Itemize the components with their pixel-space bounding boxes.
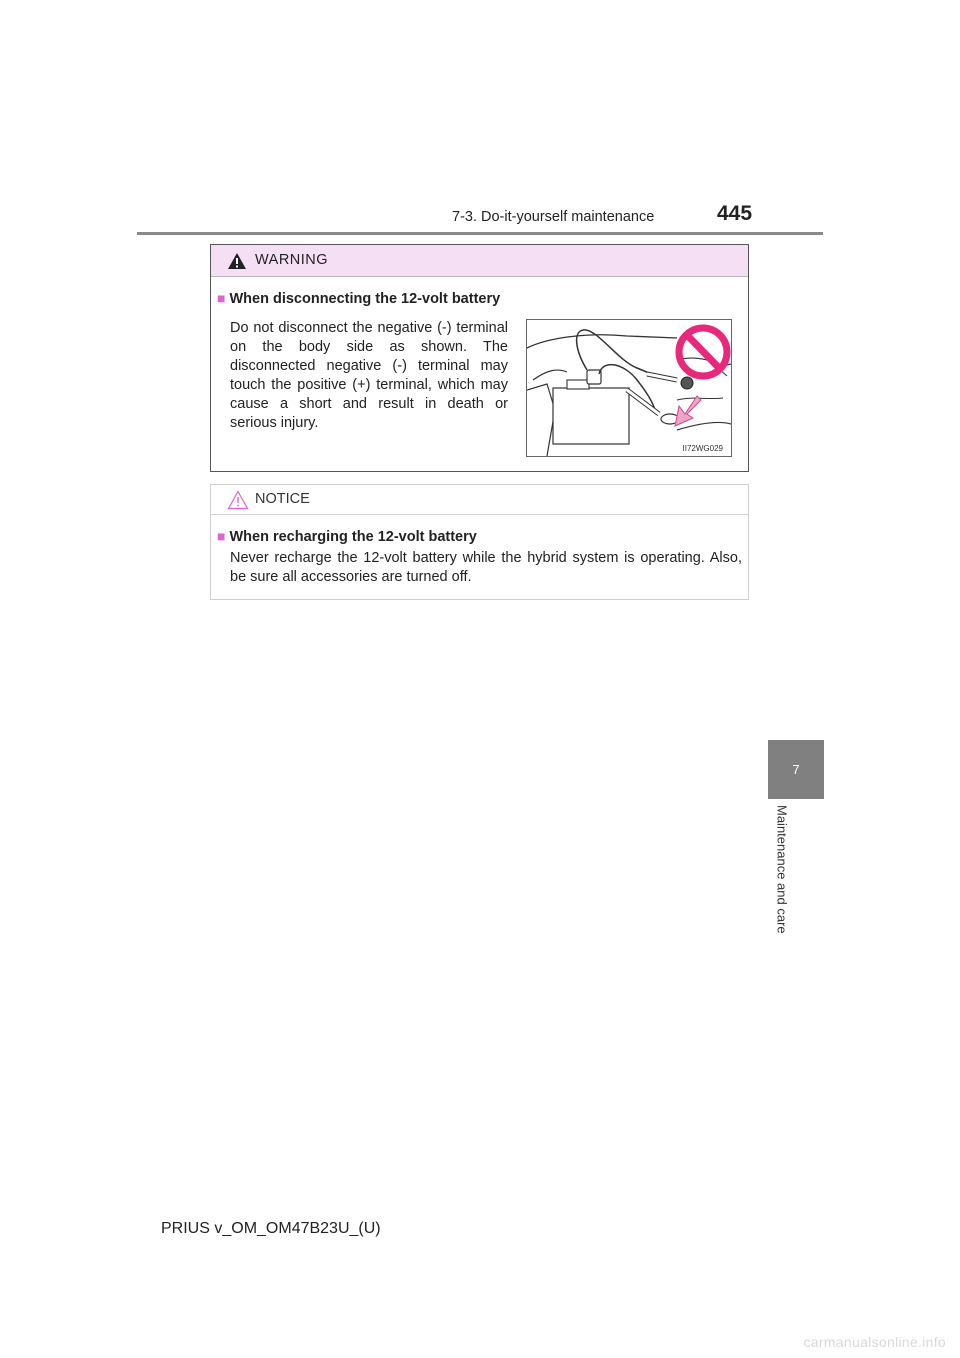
bullet-square-icon: ■ [217,290,226,306]
page-number: 445 [717,202,753,225]
warning-box [210,244,749,472]
footer-code: PRIUS v_OM_OM47B23U_(U) [161,1220,381,1237]
notice-header [211,485,748,515]
warning-title: WARNING [255,252,329,268]
caution-triangle-icon [227,490,249,515]
battery-drawing [527,320,731,456]
chapter-number: 7 [792,762,800,777]
notice-box [210,484,749,600]
chapter-label: Maintenance and care [774,805,790,934]
warning-header [211,245,748,277]
warning-item-heading [217,290,500,307]
chapter-tab [768,740,824,799]
watermark: carmanualsonline.info [803,1334,946,1350]
prohibition-icon [679,328,727,376]
notice-item-heading [217,528,477,545]
warning-triangle-icon [227,252,247,275]
bullet-square-icon: ■ [217,528,226,544]
header-section-title: 7-3. Do-it-yourself maintenance [452,209,655,225]
arrow-icon [675,396,701,426]
header-rule [137,232,823,235]
notice-title: NOTICE [255,491,310,507]
warning-item-heading-text: When disconnecting the 12-volt battery [229,291,501,307]
warning-text: Do not disconnect the negative (-) terminal on the body side as shown. The disconnected negative (-) terminal may touch the positive (+) terminal, which may cause a short and result in death or serious injury. [230,320,508,431]
figure-code: II72WG029 [682,444,723,453]
notice-item-heading-text: When recharging the 12-volt battery [229,529,477,545]
battery-illustration [526,319,732,457]
notice-text: Never recharge the 12-volt battery while the hybrid system is operating. Also, be sure all accessories are turned off. [230,550,742,585]
